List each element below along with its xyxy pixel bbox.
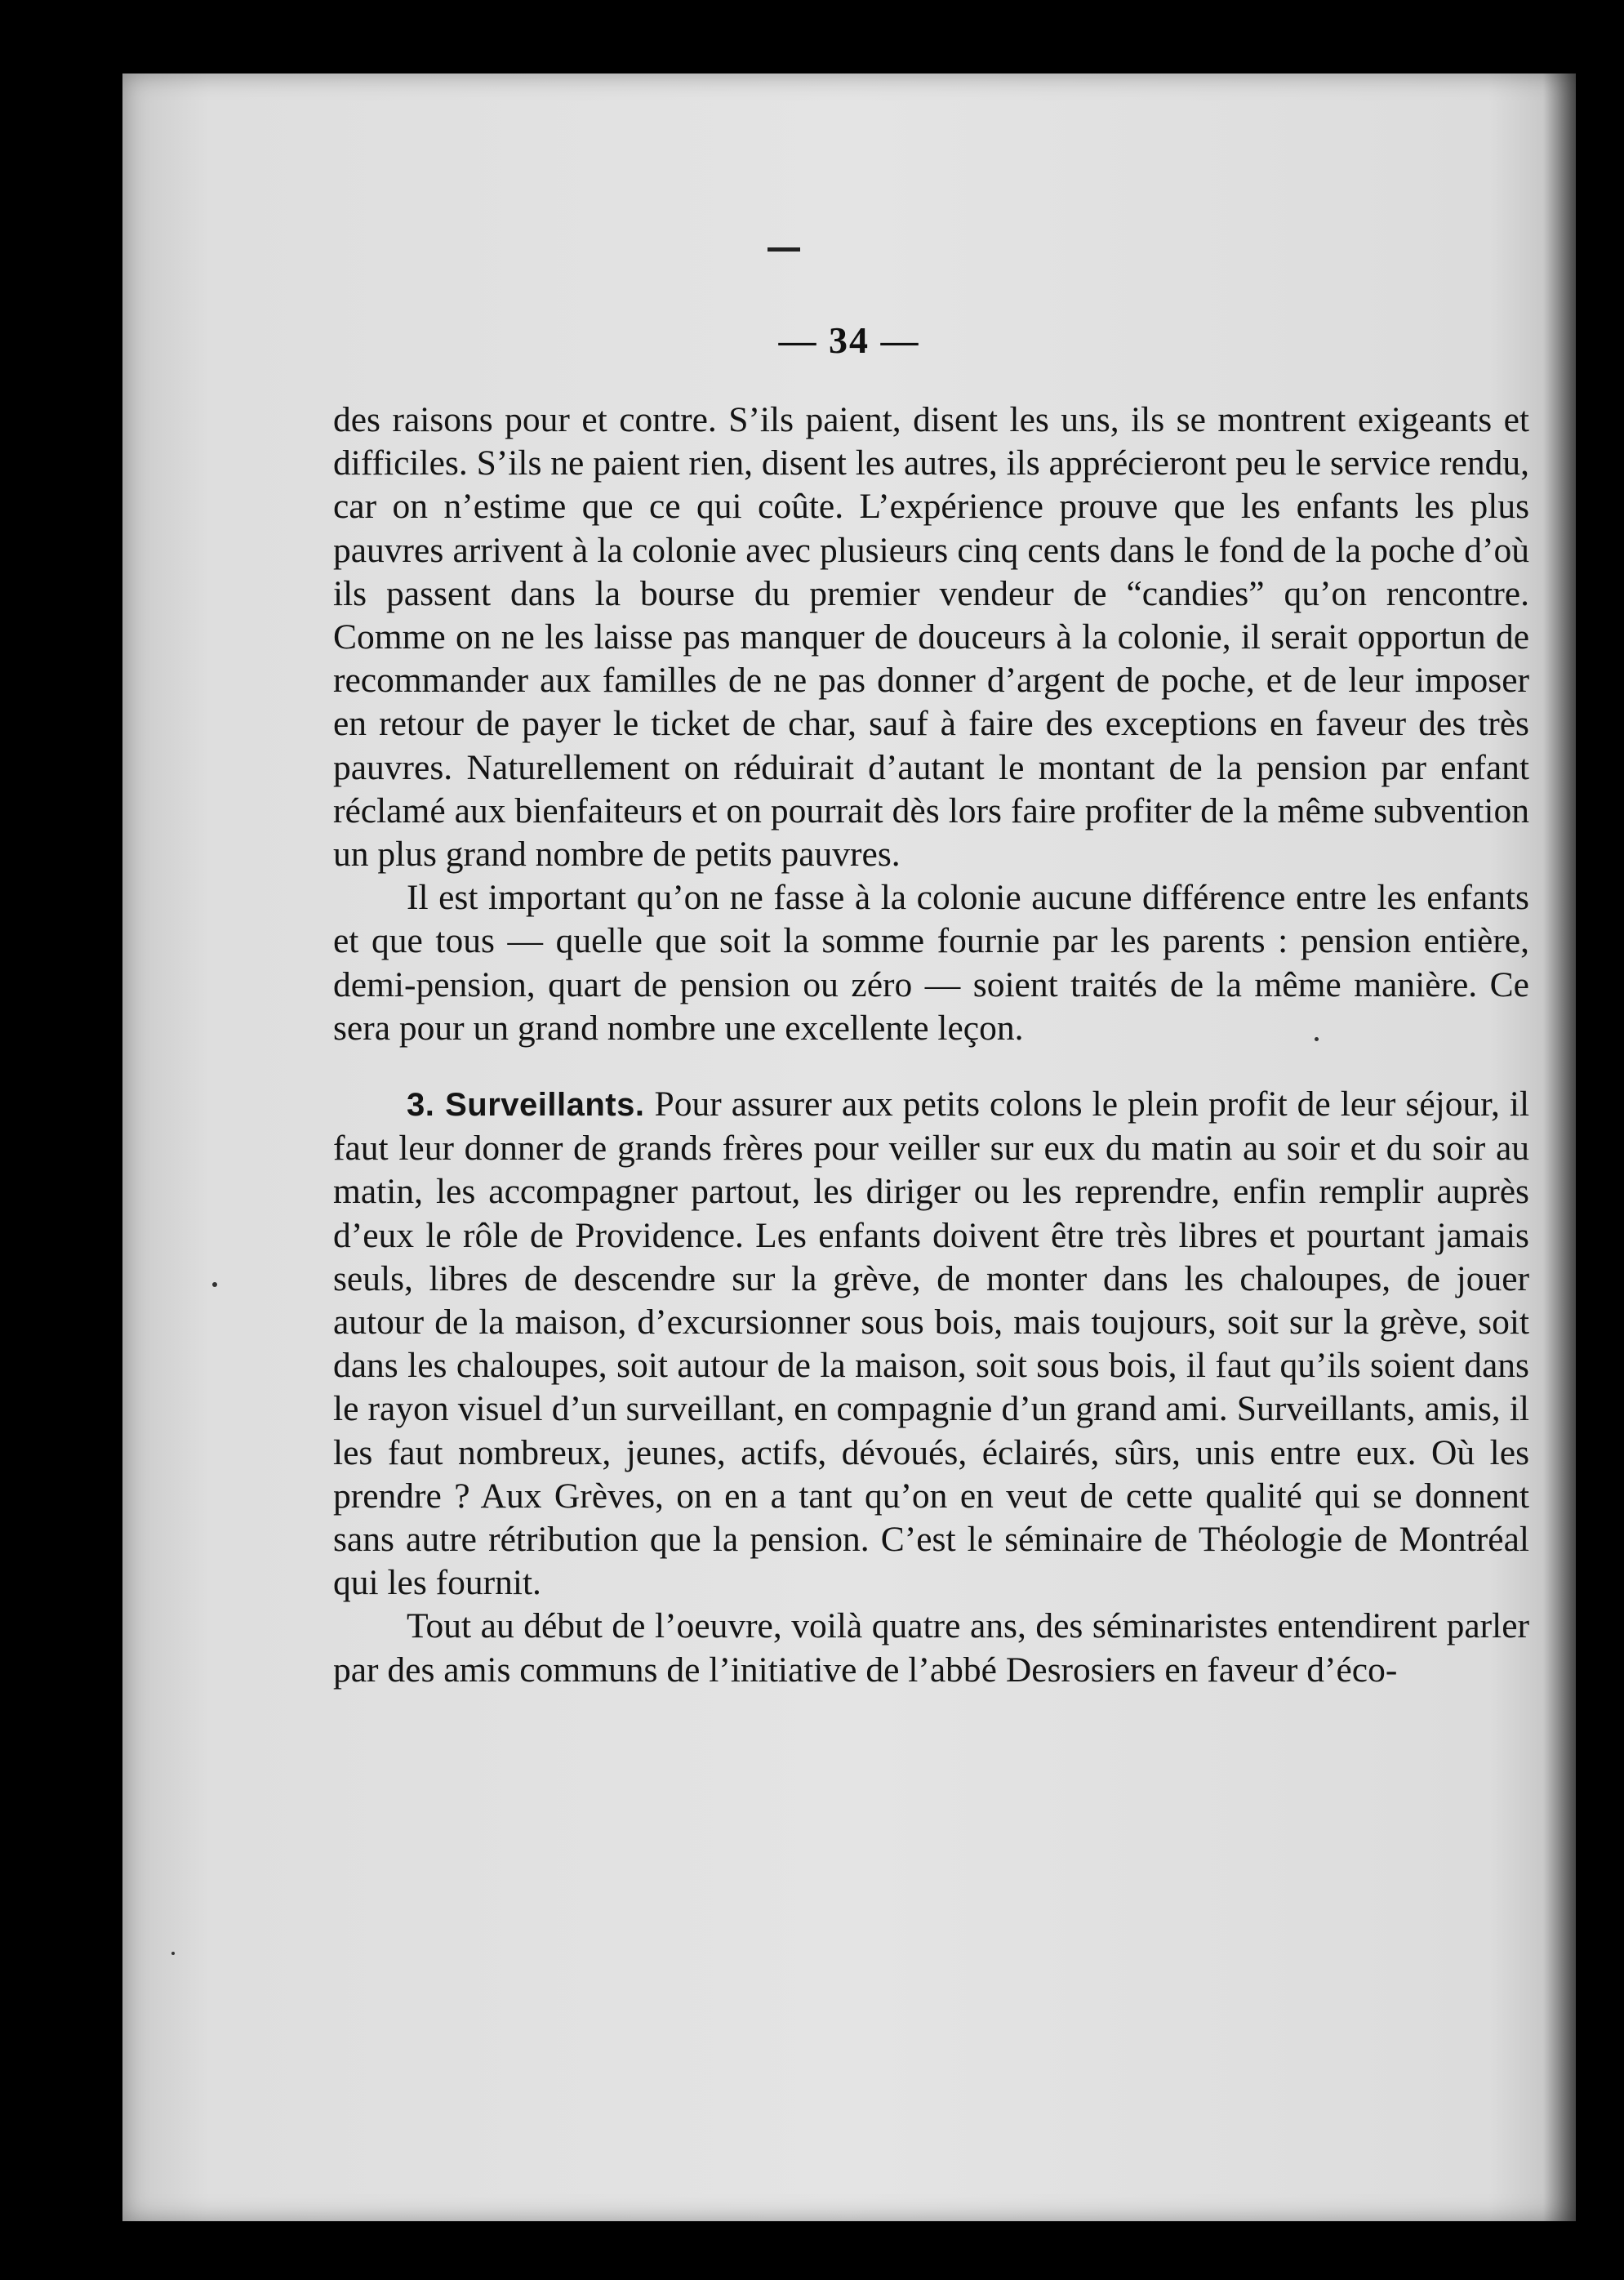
scan-speck [171,1952,175,1955]
printer-mark [768,247,800,252]
page-body [333,399,1529,1692]
paragraph-2: Il est important qu’on ne fasse à la colonie aucune différence entre les enfants et que tous — quelle que soit la somme fournie par les parents : pension entière, demi-pension, quart de pension ou zéro — soient traités de la même manière. Ce sera pour un grand nombre une excellente leçon. [333,878,1529,1048]
scan-speck [1315,1037,1319,1041]
section-paragraph [333,1083,1529,1605]
paragraph-1: des raisons pour et contre. S’ils paient, disent les uns, ils se montrent exigeants et difficiles. S’ils ne paient rien, disent les autres, ils apprécieront peu le service rendu, car on n’estime que ce qui coûte. L’expérience prouve que les enfants les plus pauvres arrivent à la colonie avec plusieurs cinq cents dans le fond de la poche d’où ils passent dans la bourse du premier vendeur de “candies” qu’on rencontre. Comme on ne les laisse pas manquer de douceurs à la colonie, il serait opportun de recommander aux familles de ne pas donner d’argent de poche, et de leur imposer en retour de payer le ticket de char, sauf à faire des exceptions en faveur des très pauvres. Naturellement on réduirait d’autant le montant de la pension par enfant réclamé aux bienfaiteurs et on pourrait dès lors faire profiter de la même subvention un plus grand nombre de petits pauvres. [333,400,1529,875]
scan-speck [212,1282,217,1287]
paragraph-closing: Tout au début de l’oeuvre, voilà quatre ans, des séminaristes entendirent parler par des amis communs de l’initiative de l’abbé Desrosiers en faveur d’éco- [333,1606,1529,1690]
section-text: Pour assurer aux petits colons le plein profit de leur séjour, il faut leur donner de grands frères pour veiller sur eux du matin au soir et du soir au matin, les accompagner partout, les diriger ou les reprendre, enfin remplir auprès d’eux le rôle de Providence. Les enfants doivent être très libres et pourtant jamais seuls, libres de descendre sur la grève, de monter dans les chaloupes, de jouer autour de la maison, d’excursionner sous bois, mais toujours, soit sur la grève, soit dans les chaloupes, soit autour de la maison, soit sous bois, il faut qu’ils soient dans le rayon visuel d’un surveillant, en compagnie d’un grand ami. Surveillants, amis, il les faut nombreux, jeunes, actifs, dévoués, éclairés, sûrs, unis entre eux. Où les prendre ? Aux Grèves, on en a tant qu’on en veut de cette qualité qui se donnent sans autre rétribution que la pension. C’est le séminaire de Théologie de Montréal qui les fournit. [333,1084,1530,1603]
scanned-page [122,73,1576,2221]
page-number: — 34 — [778,319,920,361]
section-heading: 3. Surveillants. [407,1087,645,1124]
page-edge-shadow [1543,73,1576,2221]
